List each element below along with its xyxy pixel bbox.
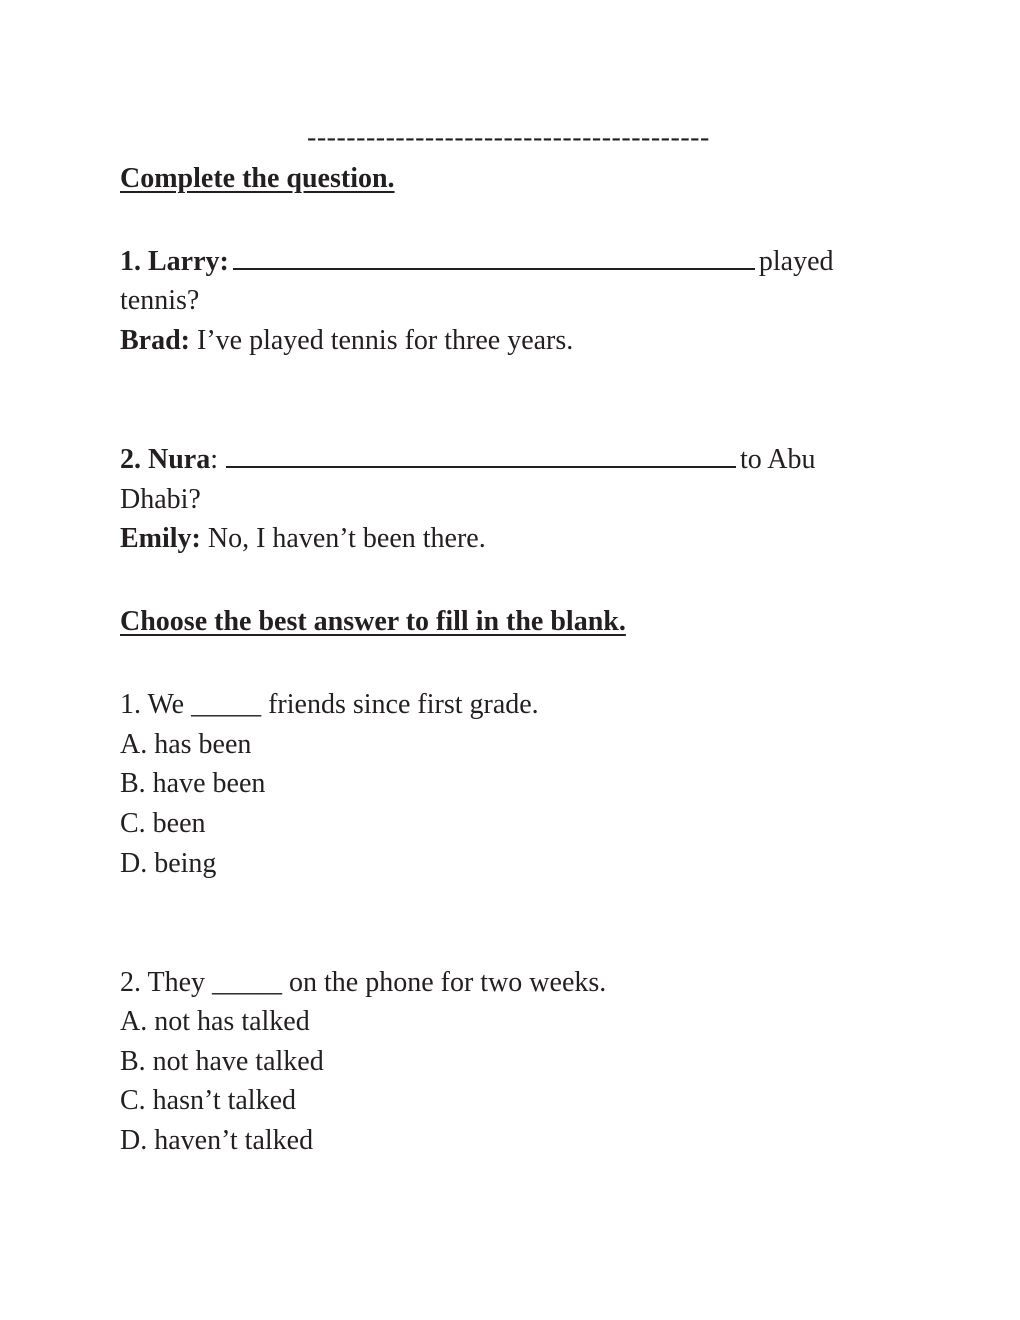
mc-question-2-stem: 2. They _____ on the phone for two weeks. bbox=[120, 967, 607, 998]
answer-1-speaker: Brad: bbox=[120, 325, 190, 356]
question-2-speaker: 2. Nura bbox=[120, 444, 211, 475]
separator-line: ----------------------------------------- bbox=[307, 122, 710, 153]
question-1-answer bbox=[120, 327, 573, 355]
question-2-after-blank: to Abu bbox=[740, 444, 816, 475]
answer-2-speaker: Emily: bbox=[120, 523, 201, 554]
section-heading-complete: Complete the question. bbox=[120, 163, 395, 194]
mc-question-2-option-b[interactable]: B. not have talked bbox=[120, 1046, 324, 1077]
section-heading-choose: Choose the best answer to fill in the blank. bbox=[120, 606, 626, 637]
question-1-continuation: tennis? bbox=[120, 285, 200, 316]
colon: : bbox=[210, 444, 219, 475]
mc-question-2-option-a[interactable]: A. not has talked bbox=[120, 1006, 310, 1037]
question-1-after-blank: played bbox=[758, 246, 834, 277]
question-2-answer bbox=[120, 525, 486, 553]
mc-question-1-option-d[interactable]: D. being bbox=[120, 848, 217, 879]
question-2-line bbox=[120, 446, 815, 474]
mc-question-1-stem: 1. We _____ friends since first grade. bbox=[120, 689, 539, 720]
mc-question-2-option-d[interactable]: D. haven’t talked bbox=[120, 1125, 314, 1156]
mc-question-2-option-c[interactable]: C. hasn’t talked bbox=[120, 1085, 297, 1116]
mc-question-1-option-c[interactable]: C. been bbox=[120, 808, 206, 839]
answer-1-text: I’ve played tennis for three years. bbox=[190, 325, 574, 356]
question-1-speaker: 1. Larry: bbox=[120, 246, 229, 277]
mc-question-1-option-b[interactable]: B. have been bbox=[120, 768, 266, 799]
question-1-line bbox=[120, 248, 834, 276]
mc-question-1-option-a[interactable]: A. has been bbox=[120, 729, 252, 760]
question-2-continuation: Dhabi? bbox=[120, 484, 201, 515]
answer-blank-2[interactable] bbox=[226, 448, 736, 468]
answer-2-text: No, I haven’t been there. bbox=[200, 523, 486, 554]
answer-blank-1[interactable] bbox=[233, 250, 755, 270]
